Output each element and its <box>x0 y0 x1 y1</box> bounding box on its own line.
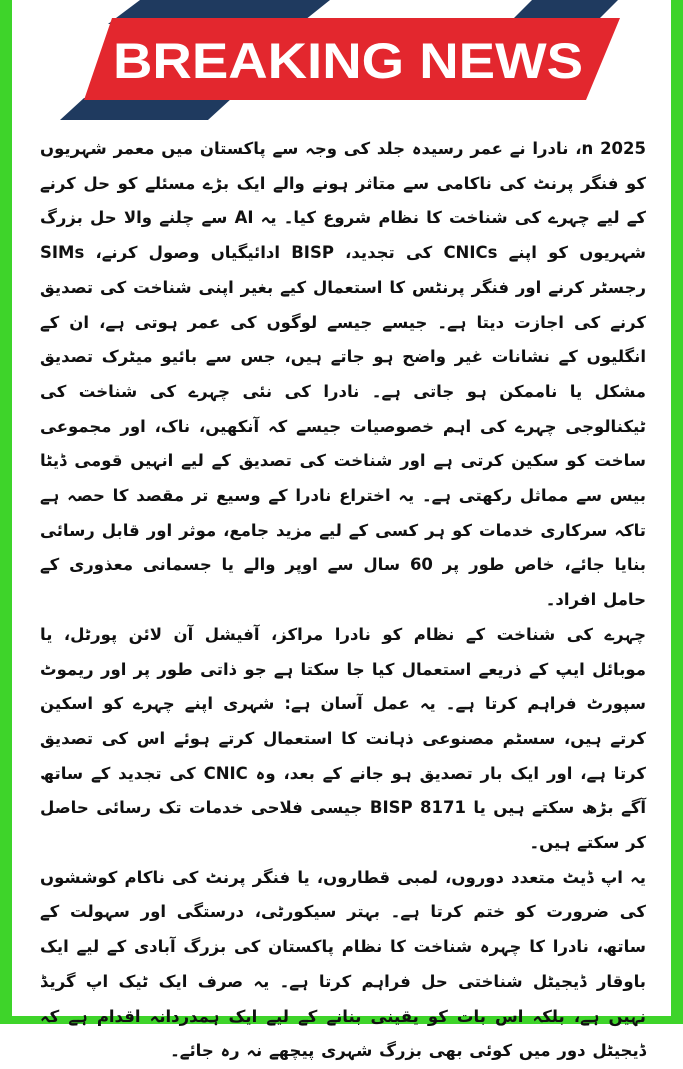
banner-title: BREAKING NEWS <box>113 33 583 89</box>
banner-navy-top-right <box>512 0 618 20</box>
article-paragraph: 2025 n، نادرا نے عمر رسیدہ جلد کی وجہ سے پاکستان میں معمر شہریوں کو فنگر پرنٹ کی ناکامی سے متاثر ہونے والے ایک بڑے مسئلے کو حل کرنے کے لیے چہرے کی شناخت کا نظام شروع کیا۔ یہ AI سے چلنے والا حل بزرگ شہریوں کو اپنے CNICs کی تجدید، BISP ادائیگیاں وصول کرنے، SIMs رجسٹر کرنے اور فنگر پرنٹس کا استعمال کیے بغیر اپنی شناخت کی تصدیق کرنے کی اجازت دیتا ہے۔ جیسے جیسے لوگوں کی عمر ہوتی ہے، ان کے انگلیوں کے نشانات غیر واضح ہو جاتے ہیں، جس سے بائیو میٹرک تصدیق مشکل یا ناممکن ہو جاتی ہے۔ نادرا کی نئی چہرے کی شناخت کی ٹیکنالوجی چہرے کی اہم خصوصیات جیسے کہ آنکھیں، ناک، اور مجموعی ساخت کو سکین کرتی ہے اور شناخت کی تصدیق کے لیے انہیں قومی ڈیٹا بیس سے مماثل رکھتی ہے۔ یہ اختراع نادرا کے وسیع تر مقصد کا حصہ ہے تاکہ سرکاری خدمات کو ہر کسی کے لیے مزید جامع، موثر اور قابل رسائی بنایا جائے، خاص طور پر 60 سال سے اوپر والے یا جسمانی معذوری کے حامل افراد۔ <box>40 139 647 610</box>
article-paragraph: یہ اپ ڈیٹ متعدد دوروں، لمبی قطاروں، یا فنگر پرنٹ کی ناکام کوششوں کی ضرورت کو ختم کرتا ہے۔ بہتر سیکورٹی، درستگی اور سہولت کے ساتھ، نادرا کا چہرہ شناخت کا نظام پاکستان کی بزرگ آبادی کے لیے ایک باوقار ڈیجیٹل شناختی حل فراہم کرتا ہے۔ یہ صرف ایک ٹیک اپ گریڈ نہیں ہے، بلکہ اس بات کو یقینی بنانے کے لیے ایک ہمدردانہ اقدام ہے کہ ڈیجیٹل دور میں کوئی بھی بزرگ شہری پیچھے نہ رہ جائے۔ <box>40 867 646 1061</box>
banner-navy-bottom-left <box>60 98 232 120</box>
article-body <box>40 132 646 1069</box>
breaking-news-banner <box>0 0 683 120</box>
article-paragraph: چہرے کی شناخت کے نظام کو نادرا مراکز، آفیشل آن لائن پورٹل، یا موبائل ایپ کے ذریعے استعمال کیا جا سکتا ہے جو ذاتی طور پر اور ریموٹ سپورٹ فراہم کرتا ہے۔ یہ عمل آسان ہے: شہری اپنے چہرے کو اسکین کرتے ہیں، سسٹم مصنوعی ذہانت کا استعمال کرتے ہوئے اس کی تصدیق کرتا ہے، اور ایک بار تصدیق ہو جانے کے بعد، وہ CNIC کی تجدید کے ساتھ آگے بڑھ سکتے ہیں یا BISP 8171 جیسی فلاحی خدمات تک رسائی حاصل کر سکتے ہیں۔ <box>40 624 646 853</box>
